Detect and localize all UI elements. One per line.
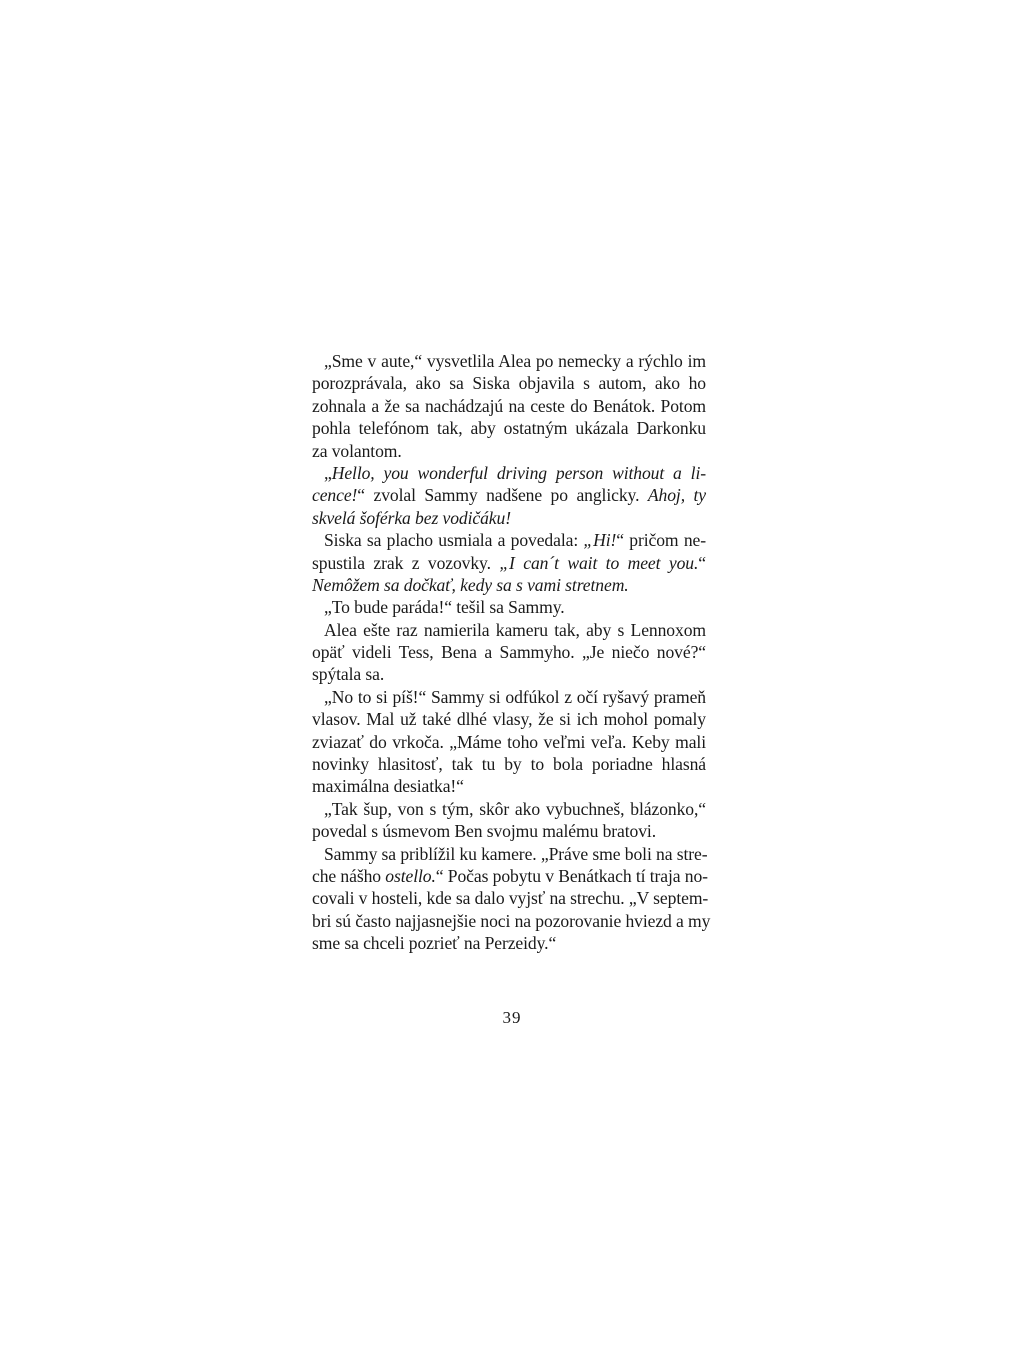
text-line <box>312 798 706 820</box>
italic-text: „I can´t wait to meet you. <box>499 552 699 573</box>
italic-text: „Hi! <box>583 530 617 551</box>
text-line <box>312 641 706 663</box>
text-line <box>312 731 706 753</box>
text-segment: “ zvolal Sammy nadšene po anglicky. <box>357 485 648 506</box>
text-segment: povedal s úsmevom Ben svojmu malému bratovi. <box>312 821 657 842</box>
text-segment: „To bude paráda!“ tešil sa Sammy. <box>324 597 565 618</box>
text-segment: covali v hosteli, kde sa dalo vyjsť na strechu. „V septem- <box>312 888 709 909</box>
text-line <box>312 529 706 551</box>
text-segment: Siska sa placho usmiala a povedala: <box>324 530 584 551</box>
text-segment: Sammy sa priblížil ku kamere. „Práve sme boli na stre- <box>324 843 708 864</box>
text-segment: „Tak šup, von s tým, skôr ako vybuchneš, blázonko,“ <box>324 798 706 819</box>
text-line <box>312 574 706 596</box>
text-segment: maximálna desiatka!“ <box>312 776 464 797</box>
text-line <box>312 372 706 394</box>
text-line <box>312 708 706 730</box>
italic-text: Hello, you wonderful driving person without a li- <box>331 462 706 483</box>
text-segment: che nášho <box>312 865 386 886</box>
text-line <box>312 820 706 842</box>
text-line <box>312 663 706 685</box>
text-segment: opäť videli Tess, Bena a Sammyho. „Je niečo nové?“ <box>312 642 706 663</box>
text-segment: sme sa chceli pozrieť na Perzeidy.“ <box>312 933 557 954</box>
text-line <box>312 440 706 462</box>
text-segment: zviazať do vrkoča. „Máme toho veľmi veľa. Keby mali <box>312 731 706 752</box>
text-line <box>312 910 711 932</box>
text-line <box>312 686 706 708</box>
italic-text: Ahoj, ty <box>647 485 706 506</box>
text-line <box>312 395 706 417</box>
text-line <box>312 417 706 439</box>
italic-text: cence! <box>312 485 358 506</box>
text-segment: “ Počas pobytu v Benátkach tí traja no- <box>435 865 708 886</box>
italic-text: ostello. <box>385 865 436 886</box>
text-segment: „ <box>324 462 332 483</box>
text-line <box>312 507 706 529</box>
text-segment: “ <box>698 552 706 573</box>
text-line <box>312 350 706 372</box>
text-segment: bri sú často najjasnejšie noci na pozorovanie hviezd a my <box>312 910 711 931</box>
text-segment: „No to si píš!“ Sammy si odfúkol z očí ryšavý prameň <box>324 686 706 707</box>
text-segment: Alea ešte raz namierila kameru tak, aby s Lennoxom <box>324 619 706 640</box>
text-segment: za volantom. <box>312 440 402 461</box>
text-segment: porozprávala, ako sa Siska objavila s autom, ako ho <box>312 373 706 394</box>
text-line <box>312 843 706 865</box>
text-line <box>312 619 706 641</box>
text-segment: spustila zrak z vozovky. <box>312 552 500 573</box>
text-segment: zohnala a že sa nachádzajú na ceste do Benátok. Potom <box>312 395 706 416</box>
text-line <box>312 552 706 574</box>
text-line <box>312 753 706 775</box>
text-segment: “ pričom ne- <box>616 530 706 551</box>
page-number: 39 <box>502 1008 522 1027</box>
text-line <box>312 887 709 909</box>
body-text <box>312 350 711 955</box>
text-line <box>312 596 706 618</box>
text-segment: novinky hlasitosť, tak tu by to bola poriadne hlasná <box>312 754 706 775</box>
italic-text: Nemôžem sa dočkať, kedy sa s vami stretnem. <box>312 574 629 595</box>
text-line <box>312 484 706 506</box>
text-segment: pohla telefónom tak, aby ostatným ukázala Darkonku <box>312 418 706 439</box>
italic-text: skvelá šoférka bez vodičáku! <box>312 507 511 528</box>
text-line <box>312 932 706 954</box>
text-line <box>312 462 706 484</box>
text-segment: spýtala sa. <box>312 664 385 685</box>
text-line <box>312 775 706 797</box>
text-segment: vlasov. Mal už také dlhé vlasy, že si ich mohol pomaly <box>312 709 706 730</box>
text-line <box>312 865 706 887</box>
text-segment: „Sme v aute,“ vysvetlila Alea po nemecky a rýchlo im <box>324 351 706 371</box>
